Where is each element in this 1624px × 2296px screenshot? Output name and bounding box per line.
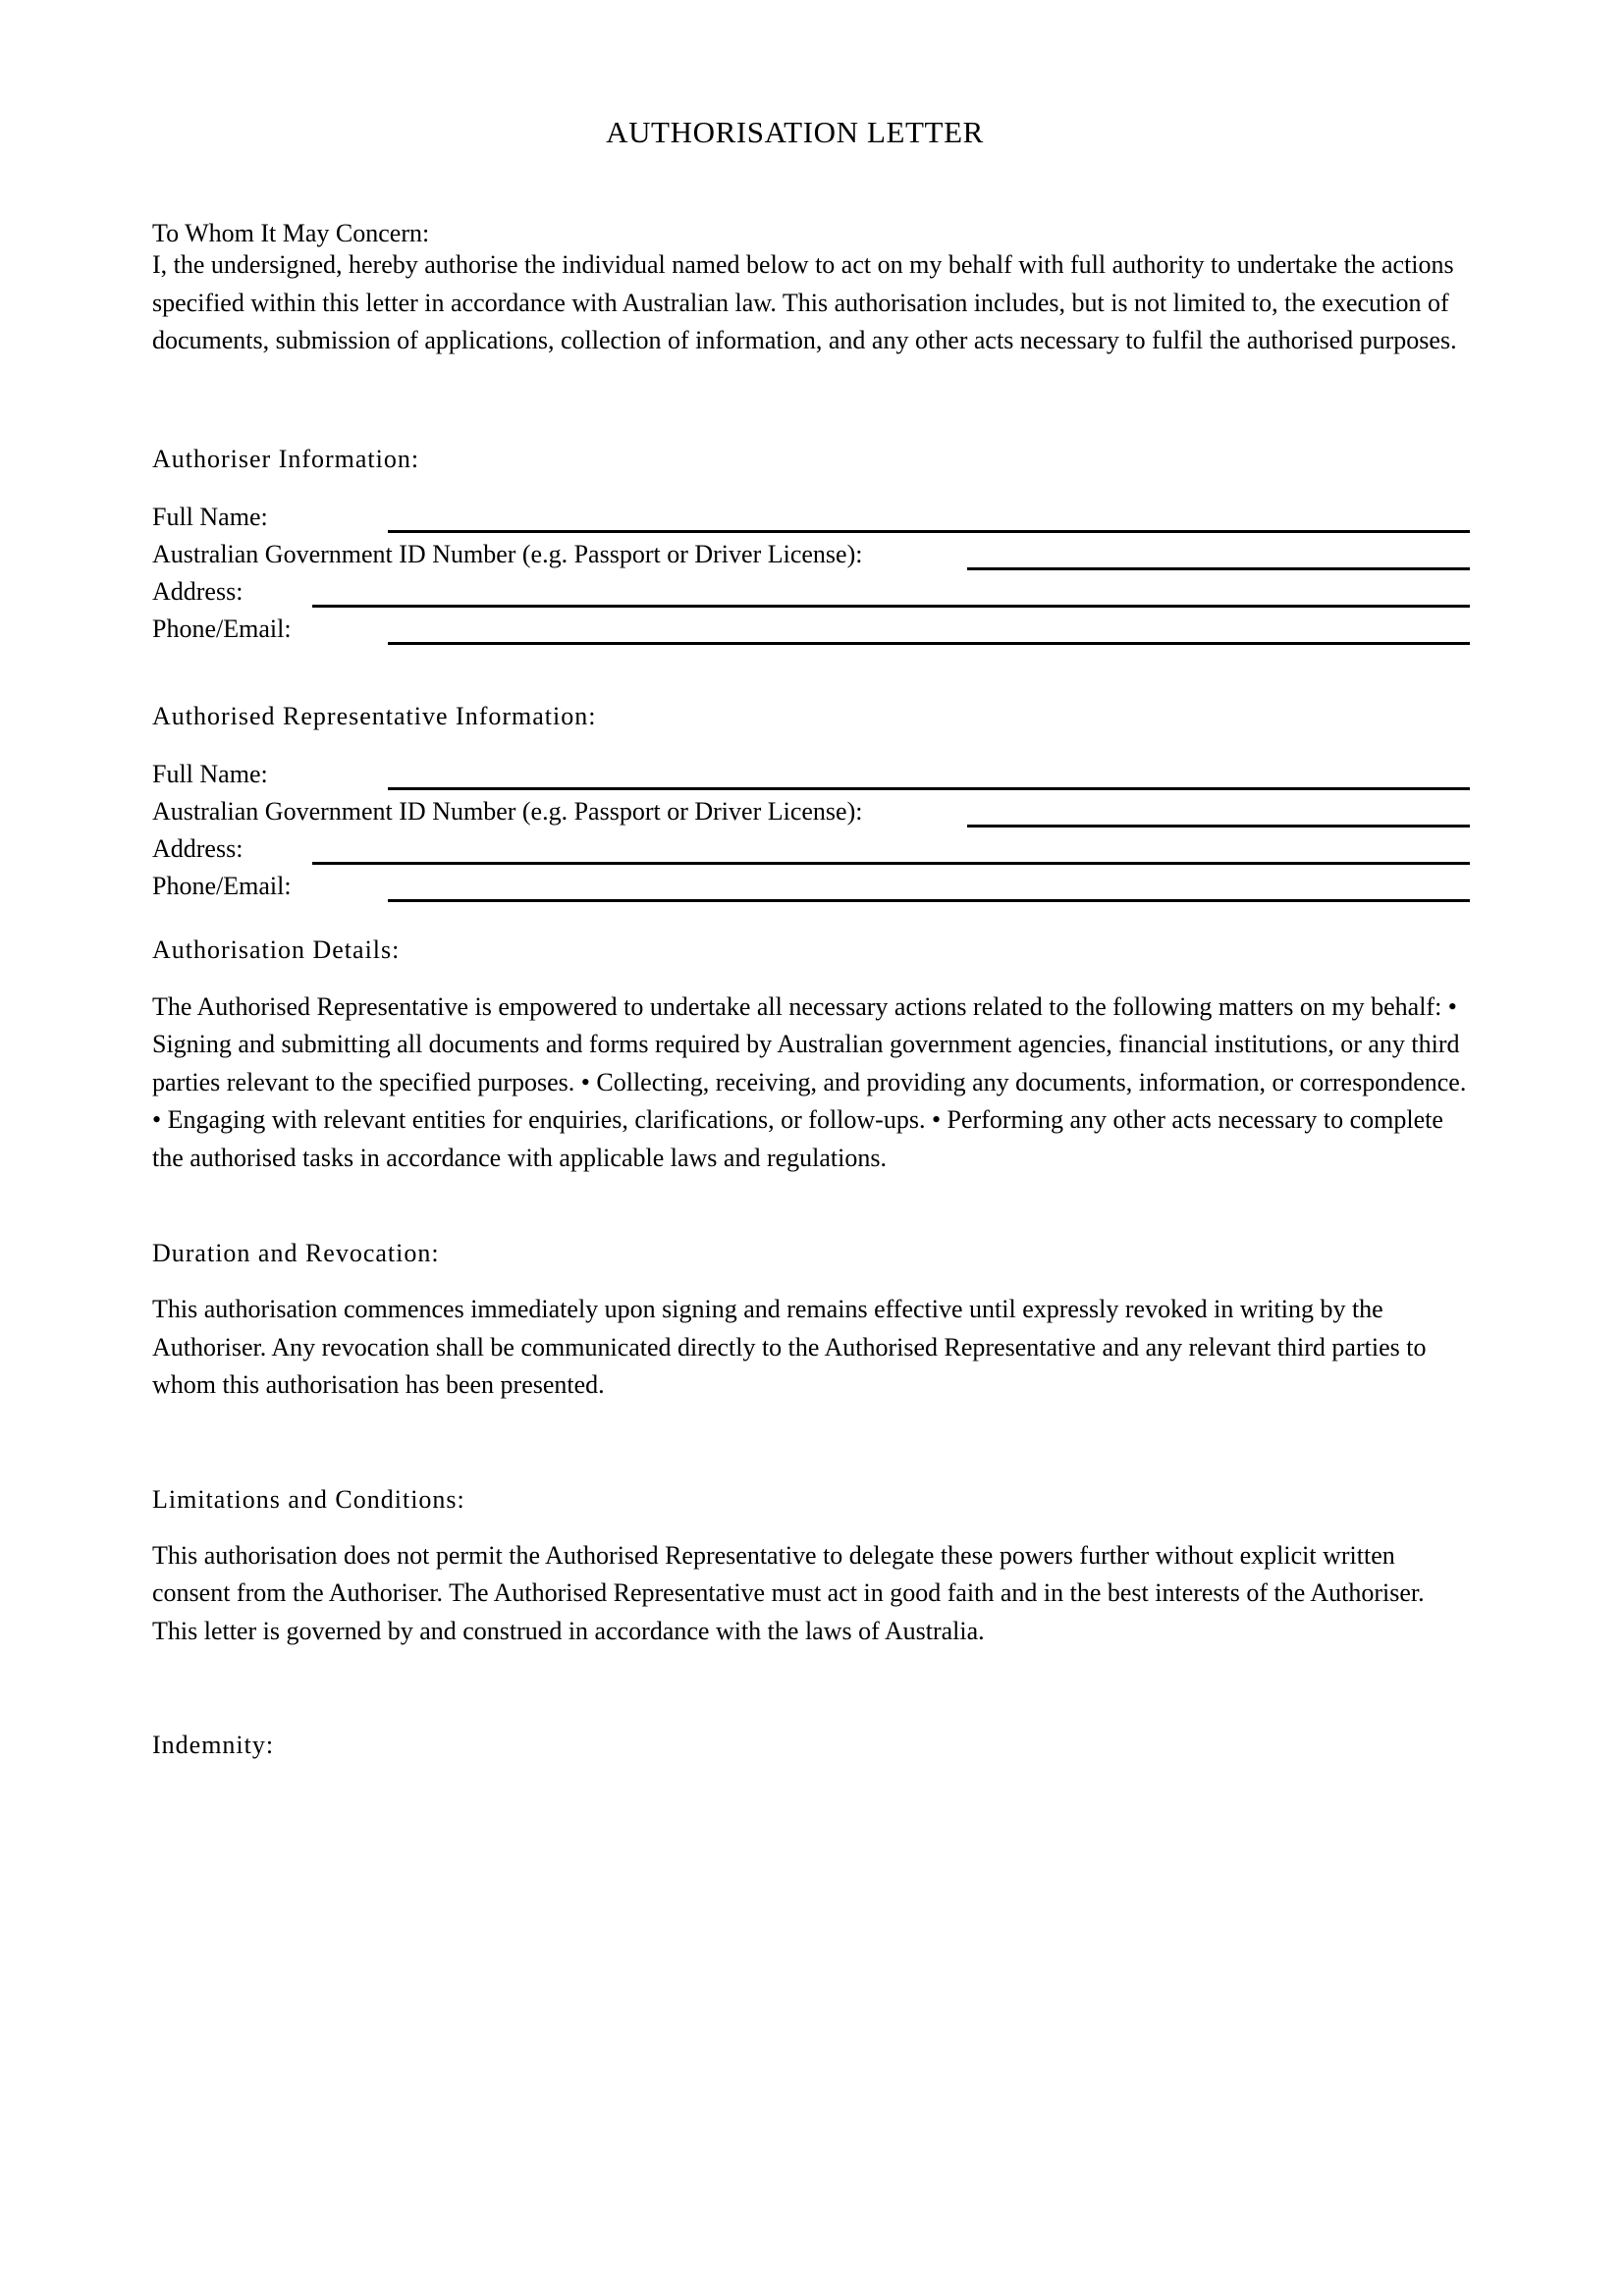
representative-full-name-row <box>152 756 1470 793</box>
representative-address-row <box>152 830 1470 868</box>
spacer <box>152 1266 1470 1291</box>
duration-revocation-heading: Duration and Revocation: <box>152 1239 440 1268</box>
representative-id-number-input[interactable] <box>967 825 1470 828</box>
spacer <box>152 1177 1470 1241</box>
spacer <box>152 1513 1470 1537</box>
authorisation-details-heading: Authorisation Details: <box>152 934 401 964</box>
limitations-conditions-heading: Limitations and Conditions: <box>152 1484 465 1514</box>
spacer <box>152 360 1470 447</box>
representative-full-name-input[interactable] <box>388 787 1470 790</box>
authoriser-phone-email-row <box>152 611 1470 648</box>
authoriser-phone-email-label: Phone/Email: <box>152 614 292 643</box>
spacer <box>152 963 1470 988</box>
limitations-conditions-body: This authorisation does not permit the Authorised Representative to delegate these powers further without explicit written consent from the Authoriser. The Authorised Representative must act in good faith and in the best interests of the Authoriser. This letter is governed by and construed in accordance with the laws of Australia. <box>152 1540 1425 1645</box>
representative-address-label: Address: <box>152 833 244 863</box>
representative-id-number-row <box>152 793 1470 830</box>
representative-address-input[interactable] <box>312 862 1470 865</box>
authoriser-address-input[interactable] <box>312 605 1470 608</box>
salutation: To Whom It May Concern: <box>152 219 430 248</box>
authoriser-id-number-input[interactable] <box>967 567 1470 570</box>
authoriser-full-name-label: Full Name: <box>152 502 268 531</box>
authorisation-details-body: The Authorised Representative is empowered to undertake all necessary actions related to the following matters on my behalf: • Signing and submitting all documents and forms required by Australian government agencies, financial institutions, or any third parties relevant to the specified purposes. • Collecting, receiving, and providing any documents, information, or correspondence. • Engaging with relevant entities for enquiries, clarifications, or follow-ups. • Performing any other acts necessary to complete the authorised tasks in accordance with applicable laws and regulations. <box>152 991 1467 1172</box>
representative-phone-email-label: Phone/Email: <box>152 871 292 900</box>
representative-id-number-label: Australian Government ID Number (e.g. Passport or Driver License): <box>152 796 863 826</box>
representative-phone-email-input[interactable] <box>388 899 1470 902</box>
spacer <box>152 648 1470 704</box>
authoriser-id-number-label: Australian Government ID Number (e.g. Passport or Driver License): <box>152 539 863 568</box>
spacer <box>152 729 1470 756</box>
representative-section-heading: Authorised Representative Information: <box>152 701 597 730</box>
spacer <box>152 1405 1470 1487</box>
representative-full-name-label: Full Name: <box>152 759 268 788</box>
authoriser-full-name-input[interactable] <box>388 530 1470 533</box>
spacer <box>152 905 1470 937</box>
authoriser-section-heading: Authoriser Information: <box>152 444 420 473</box>
authoriser-full-name-row <box>152 499 1470 536</box>
authoriser-address-label: Address: <box>152 576 244 606</box>
duration-revocation-body: This authorisation commences immediately upon signing and remains effective until expressly revoked in writing by the Authoriser. Any revocation shall be communicated directly to the Authorised Representative and any relevant third parties to whom this authorisation has been presented. <box>152 1295 1427 1400</box>
authoriser-phone-email-input[interactable] <box>388 642 1470 645</box>
authoriser-address-row <box>152 573 1470 611</box>
document-content <box>152 0 1470 1758</box>
page-title: AUTHORISATION LETTER <box>606 115 984 149</box>
spacer <box>152 1650 1470 1733</box>
intro-paragraph: I, the undersigned, hereby authorise the individual named below to act on my behalf with full authority to undertake the actions specified within this letter in accordance with Australian law. This authorisation includes, but is not limited to, the execution of documents, submission of applications, collection of information, and any other acts necessary to fulfil the authorised purposes. <box>152 250 1457 355</box>
indemnity-heading: Indemnity: <box>152 1731 275 1760</box>
representative-phone-email-row <box>152 868 1470 905</box>
spacer <box>152 472 1470 499</box>
authoriser-id-number-row <box>152 536 1470 573</box>
